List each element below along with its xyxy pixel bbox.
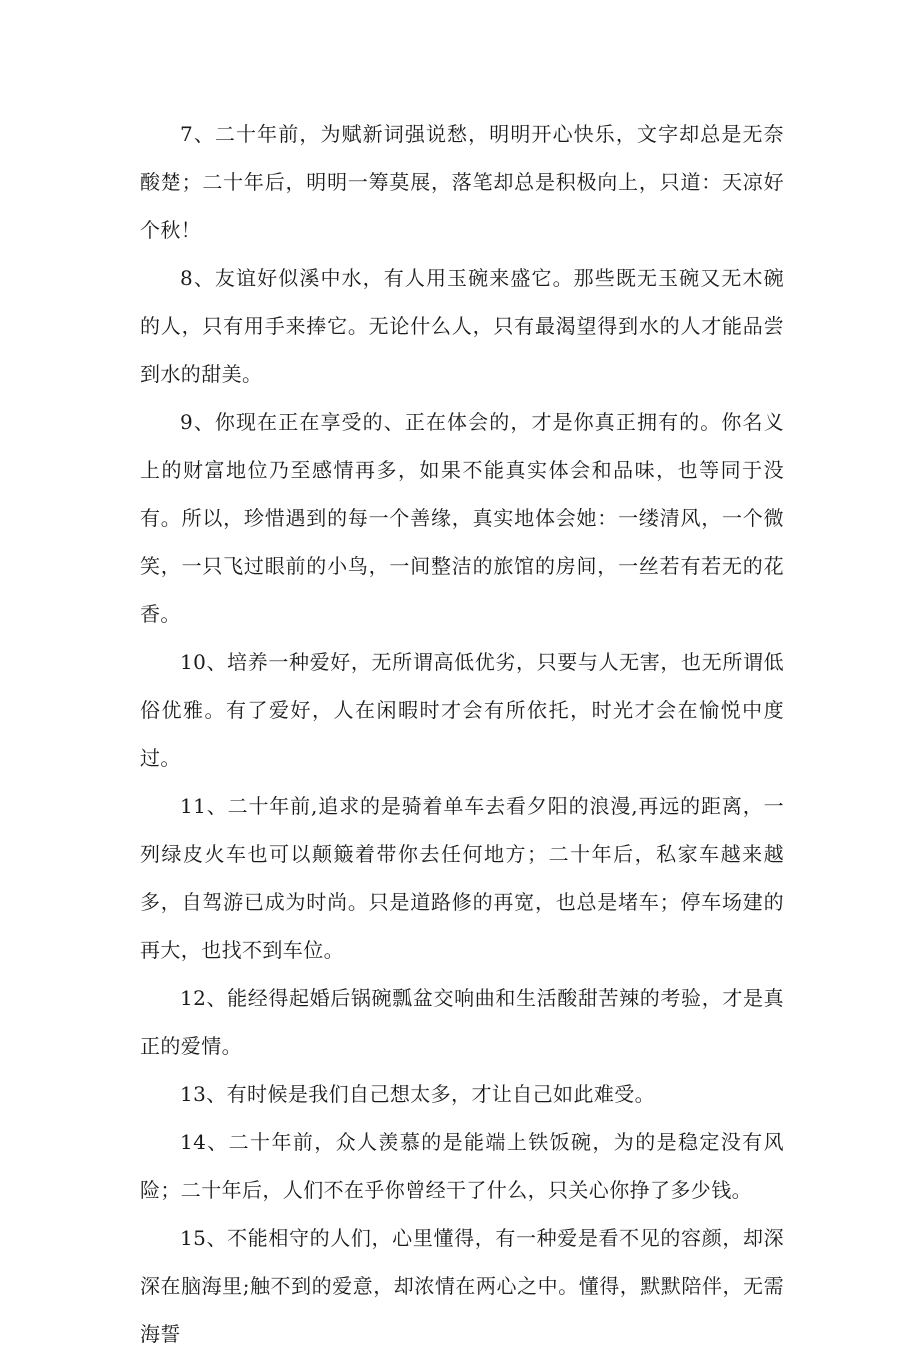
- paragraph-9: 9、你现在正在享受的、正在体会的，才是你真正拥有的。你名义上的财富地位乃至感情再多，如果不能真实体会和品味，也等同于没有。所以，珍惜遇到的每一个善缘，真实地体会她：一缕清风，一个微笑，一只飞过眼前的小鸟，一间整洁的旅馆的房间，一丝若有若无的花香。: [140, 410, 784, 626]
- document-page: [140, 110, 784, 1358]
- paragraph-15: 15、不能相守的人们，心里懂得，有一种爱是看不见的容颜，却深深在脑海里;触不到的爱意，却浓情在两心之中。懂得，默默陪伴，无需海誓: [140, 1226, 784, 1346]
- paragraph-11: 11、二十年前,追求的是骑着单车去看夕阳的浪漫,再远的距离，一列绿皮火车也可以颠簸着带你去任何地方；二十年后，私家车越来越多，自驾游已成为时尚。只是道路修的再宽，也总是堵车；停车场建的再大，也找不到车位。: [140, 794, 784, 962]
- paragraph-8: 8、友谊好似溪中水，有人用玉碗来盛它。那些既无玉碗又无木碗的人，只有用手来捧它。无论什么人，只有最渴望得到水的人才能品尝到水的甜美。: [140, 266, 784, 386]
- paragraph-13: 13、有时候是我们自己想太多，才让自己如此难受。: [180, 1082, 656, 1106]
- paragraph-10: 10、培养一种爱好，无所谓高低优劣，只要与人无害，也无所谓低俗优雅。有了爱好，人在闲暇时才会有所依托，时光才会在愉悦中度过。: [140, 650, 784, 770]
- paragraph-14: 14、二十年前，众人羡慕的是能端上铁饭碗，为的是稳定没有风险；二十年后，人们不在乎你曾经干了什么，只关心你挣了多少钱。: [140, 1130, 784, 1202]
- paragraph-12: 12、能经得起婚后锅碗瓢盆交响曲和生活酸甜苦辣的考验，才是真正的爱情。: [140, 986, 784, 1058]
- paragraph-7: 7、二十年前，为赋新词强说愁，明明开心快乐，文字却总是无奈酸楚；二十年后，明明一筹莫展，落笔却总是积极向上，只道：天凉好个秋！: [140, 122, 784, 242]
